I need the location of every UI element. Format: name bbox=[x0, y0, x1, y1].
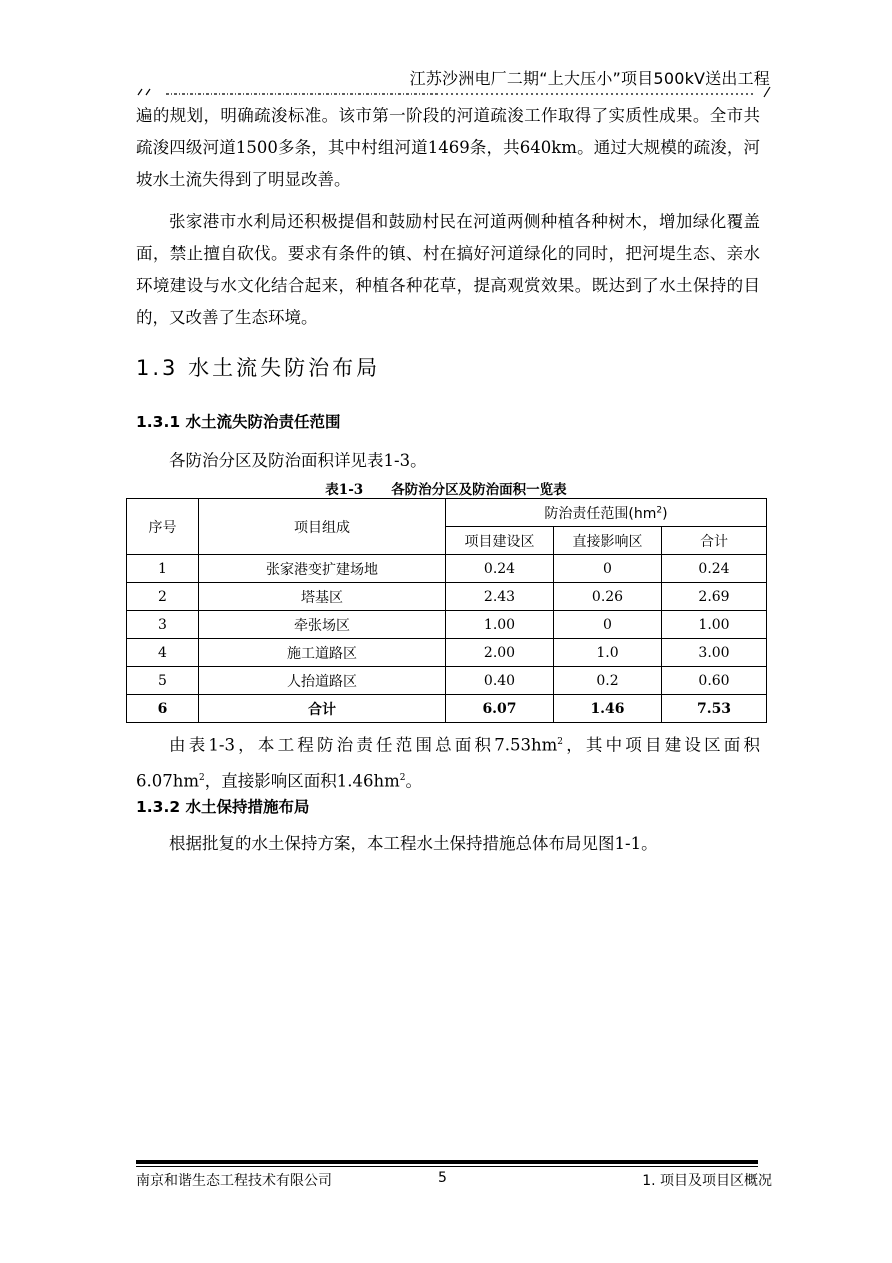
col-header-build: 项目建设区 bbox=[446, 527, 554, 555]
section-heading-1-3: 1.3 水土流失防治布局 bbox=[136, 356, 381, 380]
table-row bbox=[127, 583, 767, 611]
footer-rule-thick bbox=[136, 1160, 758, 1164]
cell-impact: 0.2 bbox=[554, 667, 662, 695]
cell-impact: 1.0 bbox=[554, 639, 662, 667]
cell-no: 1 bbox=[127, 555, 199, 583]
cell-item: 合计 bbox=[199, 695, 446, 723]
paragraph-1: 遍的规划，明确疏浚标准。该市第一阶段的河道疏浚工作取得了实质性成果。全市共疏浚四级河道1500多条，其中村组河道1469条，共640km。通过大规模的疏浚，河坡水土流失得到了明显改善。 bbox=[136, 106, 760, 189]
cell-item: 牵张场区 bbox=[199, 611, 446, 639]
cell-no: 5 bbox=[127, 667, 199, 695]
col-header-total: 合计 bbox=[662, 527, 767, 555]
cell-item: 施工道路区 bbox=[199, 639, 446, 667]
footer-chapter: 1. 项目及项目区概况 bbox=[642, 1173, 772, 1189]
cell-build: 6.07 bbox=[446, 695, 554, 723]
cell-impact: 1.46 bbox=[554, 695, 662, 723]
col-header-group: 防治责任范围$(hm^2)$ bbox=[446, 499, 767, 527]
col-header-item: 项目组成 bbox=[199, 499, 446, 555]
cell-total: 0.24 bbox=[662, 555, 767, 583]
paragraph-4: 由表1-3，本工程防治责任范围总面积$7.53hm^2$，其中项目建设区面积$6.07hm^2$，直接影响区面积$1.46hm^2$。 bbox=[136, 735, 760, 790]
cell-total: 1.00 bbox=[662, 611, 767, 639]
cell-item: 塔基区 bbox=[199, 583, 446, 611]
col-header-no: 序号 bbox=[127, 499, 199, 555]
table-total-row bbox=[127, 695, 767, 723]
header-decoration bbox=[136, 85, 776, 99]
cell-total: 7.53 bbox=[662, 695, 767, 723]
footer-page-number: 5 bbox=[438, 1170, 447, 1186]
cell-build: 0.24 bbox=[446, 555, 554, 583]
cell-total: 3.00 bbox=[662, 639, 767, 667]
subsection-heading-1-3-1: 1.3.1 水土流失防治责任范围 bbox=[136, 413, 341, 431]
cell-no: 3 bbox=[127, 611, 199, 639]
table-caption-title: 各防治分区及防治面积一览表 bbox=[391, 482, 567, 498]
cell-impact: 0 bbox=[554, 555, 662, 583]
header-title: 江苏沙洲电厂二期“上大压小”项目500kV送出工程 bbox=[409, 69, 770, 88]
cell-item: 人抬道路区 bbox=[199, 667, 446, 695]
table-caption bbox=[0, 478, 892, 498]
col-header-impact: 直接影响区 bbox=[554, 527, 662, 555]
paragraph-5: 根据批复的水土保持方案，本工程水土保持措施总体布局见图1-1。 bbox=[169, 834, 658, 853]
cell-build: 2.00 bbox=[446, 639, 554, 667]
cell-build: 0.40 bbox=[446, 667, 554, 695]
prevention-area-table bbox=[126, 498, 767, 723]
table-row bbox=[127, 611, 767, 639]
table-row bbox=[127, 639, 767, 667]
cell-no: 6 bbox=[127, 695, 199, 723]
paragraph-2: 张家港市水利局还积极提倡和鼓励村民在河道两侧种植各种树木，增加绿化覆盖面，禁止擅自砍伐。要求有条件的镇、村在搞好河道绿化的同时，把河堤生态、亲水环境建设与水文化结合起来，种植各种花草，提高观赏效果。既达到了水土保持的目的，又改善了生态环境。 bbox=[136, 212, 760, 327]
table-row bbox=[127, 667, 767, 695]
cell-build: 2.43 bbox=[446, 583, 554, 611]
cell-no: 4 bbox=[127, 639, 199, 667]
subsection-heading-1-3-2: 1.3.2 水土保持措施布局 bbox=[136, 798, 310, 816]
cell-build: 1.00 bbox=[446, 611, 554, 639]
table-row bbox=[127, 555, 767, 583]
footer-rule-thin bbox=[136, 1166, 758, 1167]
cell-total: 0.60 bbox=[662, 667, 767, 695]
table-caption-number: 表1-3 bbox=[325, 482, 364, 498]
cell-total: 2.69 bbox=[662, 583, 767, 611]
cell-item: 张家港变扩建场地 bbox=[199, 555, 446, 583]
paragraph-3: 各防治分区及防治面积详见表1-3。 bbox=[169, 451, 427, 470]
footer-company: 南京和谐生态工程技术有限公司 bbox=[136, 1173, 332, 1189]
cell-impact: 0 bbox=[554, 611, 662, 639]
cell-impact: 0.26 bbox=[554, 583, 662, 611]
cell-no: 2 bbox=[127, 583, 199, 611]
